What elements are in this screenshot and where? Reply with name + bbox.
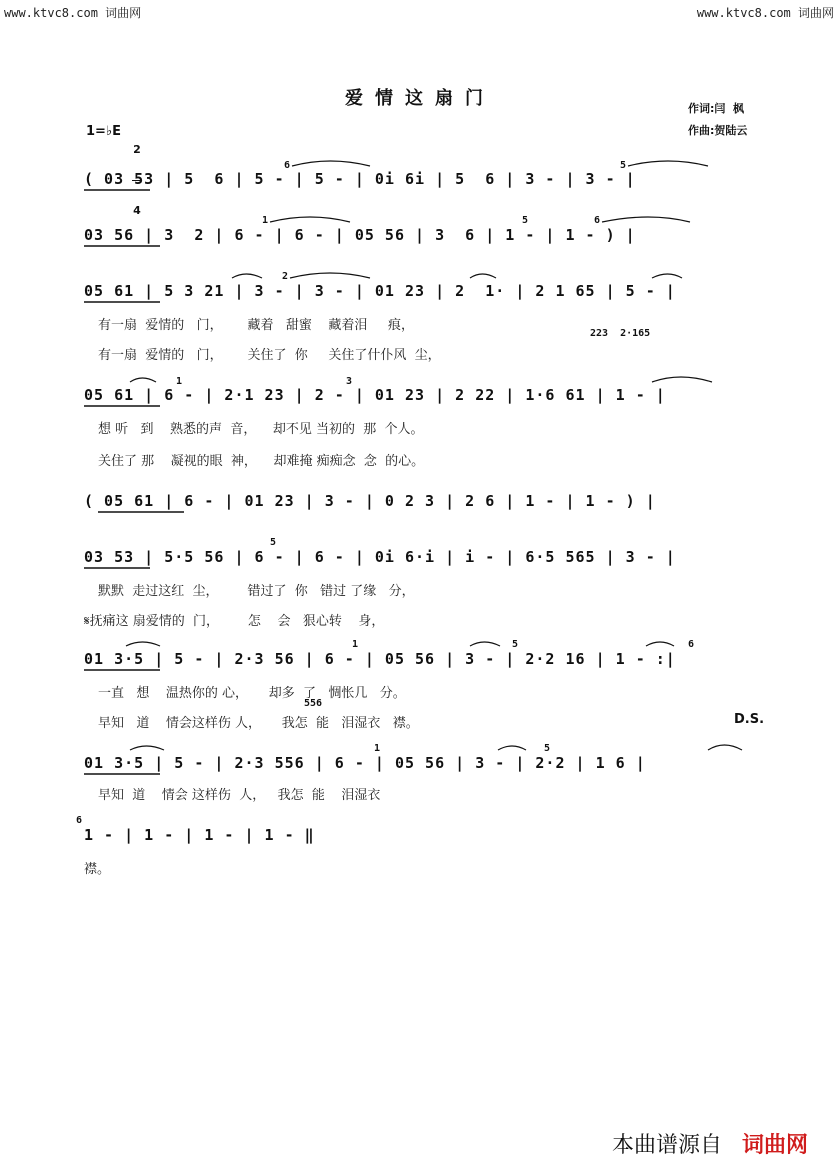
grace-note: 2 (282, 271, 289, 282)
tie-arc (270, 217, 350, 222)
slur-arc (652, 274, 682, 278)
slur-arc (126, 642, 160, 646)
system-6-lyrics-verse-2: 𝄋抚痛这 扇爱情的 门， 怎 会 狠心转 身， (84, 614, 385, 629)
footer-site-logo[interactable]: 词曲网 (742, 1133, 809, 1158)
system-4-lyrics-verse-1: 想 听 到 熟悉的声 音， 却不见 当初的 那 个人。 (98, 422, 424, 437)
system-4-notes: 05 61 | 6 - | 2·1 23 | 2 - | 01 23 | 2 22 | 1·6 61 | 1 - | (84, 386, 666, 404)
grace-note: 5 (522, 215, 529, 226)
tie-arc (292, 161, 370, 166)
system-9-lyrics: 襟。 (84, 862, 111, 877)
slur-arc (652, 377, 712, 382)
system-8-notes: 01 3·5 | 5 - | 2·3 556 | 6 - | 05 56 | 3 - | 2·2 | 1 6 | (84, 754, 646, 772)
tie-arc (290, 273, 370, 278)
slur-arc (232, 274, 262, 278)
grace-note: 1 (262, 215, 269, 226)
system-1-notes: ( 03 53 | 5 6 | 5 - | 5 - | 0i 6i | 5 6 | 3 - | 3 - | (84, 170, 636, 188)
grace-note: 6 (594, 215, 601, 226)
grace-note: 5 (544, 743, 551, 754)
slur-arc (130, 378, 156, 382)
system-7-notes: 01 3·5 | 5 - | 2·3 56 | 6 - | 05 56 | 3 - | 2·2 16 | 1 - :| (84, 650, 676, 668)
slur-arc (470, 642, 500, 646)
composer-credit: 作曲:贺陆云 (688, 124, 748, 137)
system-3-lyrics-verse-1: 有一扇 爱情的 门， 藏着 甜蜜 藏着泪 痕， (98, 318, 415, 333)
slur-arc (646, 642, 674, 646)
grace-note: 5 (512, 639, 519, 650)
system-2-notes: 03 56 | 3 2 | 6 - | 6 - | 05 56 | 3 6 | 1 - | 1 - ) | (84, 226, 636, 244)
grace-note: 6 (76, 815, 83, 826)
watermark-right: www.ktvc8.com 词曲网 (696, 6, 834, 20)
system-6-notes: 03 53 | 5·5 56 | 6 - | 6 - | 0i 6·i | i - | 6·5 565 | 3 - | (84, 548, 676, 566)
system-7-lyrics-verse-2: 早知 道 情会这样伤 人， 我怎 能 泪湿衣 襟。 (98, 716, 419, 731)
system-7-lyrics-verse-1: 一直 想 温热你的 心， 却多 了 惆怅几 分。 (98, 686, 406, 701)
slur-arc (130, 746, 164, 750)
system-6-lyrics-verse-1: 默默 走过这红 尘， 错过了 你 错过 了缘 分， (98, 584, 415, 599)
grace-note: 3 (346, 376, 353, 387)
tie-arc (602, 217, 690, 222)
system-3-variant-notes: 223 2·165 (590, 328, 651, 339)
system-3-lyrics-verse-2: 有一扇 爱情的 门， 关住了 你 关住了什仆风 尘， (98, 348, 441, 363)
system-5-notes: ( 05 61 | 6 - | 01 23 | 3 - | 0 2 3 | 2 6 | 1 - | 1 - ) | (84, 492, 656, 510)
grace-note: 5 (270, 537, 277, 548)
system-7-variant-notes: 556 (304, 698, 323, 709)
system-9-notes: 1 - | 1 - | 1 - | 1 - ‖ (84, 826, 315, 844)
system-4-lyrics-verse-2: 关住了 那 凝视的眼 神， 却难掩 痴痴念 念 的心。 (98, 454, 425, 469)
grace-note: 5 (620, 160, 627, 171)
slur-arc (708, 745, 742, 750)
dal-segno-mark: D.S. (734, 712, 765, 727)
watermark-left: www.ktvc8.com 词曲网 (4, 6, 142, 20)
grace-note: 1 (374, 743, 381, 754)
slur-arc (470, 274, 496, 278)
footer-source-text: 本曲谱源自 (612, 1133, 723, 1158)
song-title: 爱情这扇门 (345, 88, 495, 109)
grace-note: 6 (284, 160, 291, 171)
time-signature-bottom: 4 (133, 204, 141, 217)
lyricist-credit: 作词:闫 枫 (688, 102, 745, 115)
grace-note: 1 (352, 639, 359, 650)
system-8-lyrics: 早知 道 情会 这样伤 人， 我怎 能 泪湿衣 (98, 788, 381, 803)
grace-note: 1 (176, 376, 183, 387)
grace-note: 6 (688, 639, 695, 650)
key-signature: 1=♭E (86, 124, 121, 139)
time-signature-top: 2 (133, 143, 141, 156)
system-3-notes: 05 61 | 5 3 21 | 3 - | 3 - | 01 23 | 2 1· | 2 1 65 | 5 - | (84, 282, 676, 300)
slur-arc (498, 746, 526, 750)
tie-arc (628, 161, 708, 166)
